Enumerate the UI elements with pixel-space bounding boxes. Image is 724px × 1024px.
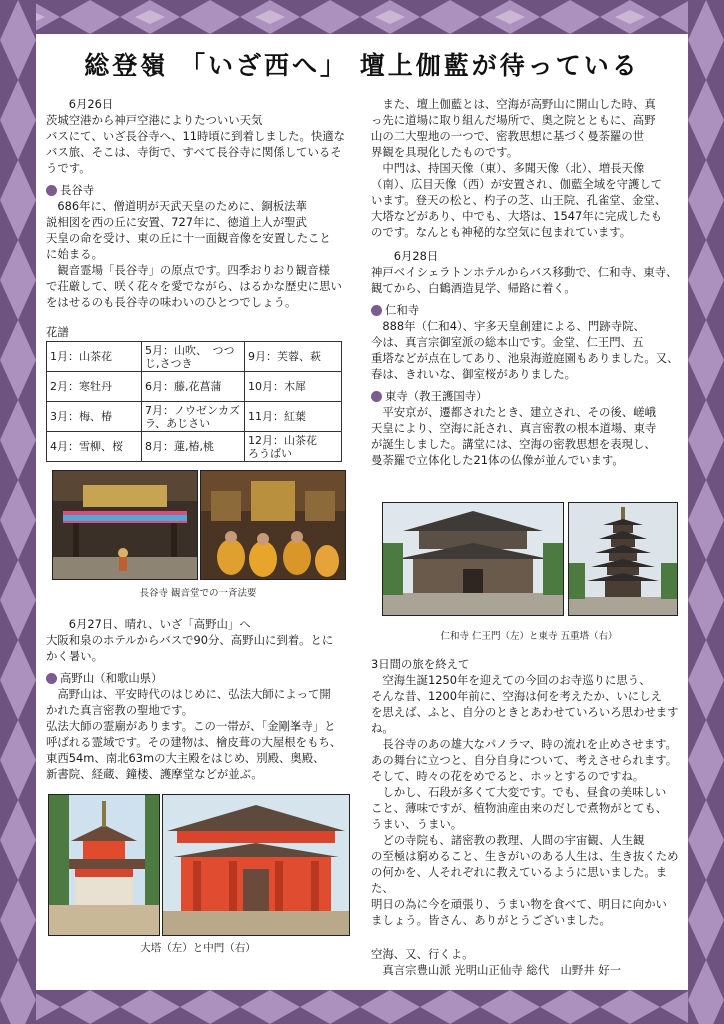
bullet-icon xyxy=(371,391,382,402)
left-border-decoration xyxy=(0,0,36,1024)
ninnaji-line: 888年（仁和4）、宇多天皇創建による、門跡寺院、 xyxy=(382,319,645,333)
table-cell: 9月：芙蓉、萩 xyxy=(245,342,342,372)
danjo-line: 界観を具現化したものです。 xyxy=(371,145,519,159)
signature-line: 空海、又、行くよ。 xyxy=(371,947,474,961)
table-cell: 2月：寒牡丹 xyxy=(47,372,142,402)
toji-heading-text: 東寺（教王護国寺） xyxy=(385,389,488,403)
day2-line: 大阪和泉のホテルからバスで90分、高野山に到着。とに xyxy=(46,633,334,647)
danjo-line: っ先に道場に取り組んだ場所で、奥之院とともに、高野 xyxy=(371,113,656,127)
closing-line: そして、時々の花をめでると、ホッとするのですね。 xyxy=(371,769,645,783)
table-cell: 10月：木犀 xyxy=(245,372,342,402)
flower-calendar-table xyxy=(46,341,342,462)
table-row xyxy=(47,342,342,372)
hasedera-line: 686年に、僧道明が天武天皇のために、銅板法華 xyxy=(57,199,307,213)
bullet-icon xyxy=(371,305,382,316)
danjo-line: のです。なんとも神秘的な空気に包まれています。 xyxy=(371,225,632,239)
ninnaji-line: 今は、真言宗御室派の総本山です。金堂、仁王門、五 xyxy=(371,335,644,349)
hasedera-line: をはせるのも長谷寺の味わいのひとつでしょう。 xyxy=(46,295,297,309)
closing-line: 明日の為に今を頑張り、うまい物を食べて、明日に向かい xyxy=(371,897,667,911)
day2-line: かく暑い。 xyxy=(46,649,103,663)
danjo-line: います。登天の松と、杓子の芝、山王院、孔雀堂、金堂、 xyxy=(371,193,667,207)
closing-heading: 3日間の旅を終えて xyxy=(371,657,470,671)
closing-section xyxy=(371,656,683,978)
ninnaji-heading-text: 仁和寺 xyxy=(385,303,420,317)
danjo-line: また、壇上伽藍とは、空海が高野山に開山した時、真 xyxy=(382,97,656,111)
koyasan-heading-text: 高野山（和歌山県） xyxy=(60,671,163,685)
day1-date: 6月26日 xyxy=(68,97,114,111)
ninnaji-heading xyxy=(371,302,679,318)
right-border-decoration xyxy=(688,0,724,1024)
closing-line: こと、薄味ですが、植物油産由来のだしで煮物がとても、 xyxy=(371,801,668,815)
flowers-heading: 花譜 xyxy=(46,325,69,339)
left-lower-column xyxy=(46,616,348,782)
photo-caption: 長谷寺 観音堂での一斉法要 xyxy=(139,588,257,599)
day1-line: バスにて、いざ長谷寺へ、11時頃に到着しました。快適な xyxy=(46,129,346,143)
table-cell: 6月：藤,花菖蒲 xyxy=(142,372,245,402)
table-cell: 1月：山茶花 xyxy=(47,342,142,372)
ninnaji-line: 重塔などが点在してあり、池泉海遊庭園もありました。又、 xyxy=(371,351,679,365)
day3-line: 観てから、白鶴酒造見学、帰路に着く。 xyxy=(371,281,576,295)
closing-line: ましょう。皆さん、ありがとうございました。 xyxy=(371,913,611,927)
table-cell: 12月：山茶花 ろうばい xyxy=(245,432,342,462)
toji-line: 天皇により、空海に託され、真言密教の根本道場、東寺 xyxy=(371,421,657,435)
closing-line: 長谷寺のあの雄大なパノラマ、時の流れを止めさせます。 xyxy=(382,737,677,751)
table-row xyxy=(47,432,342,462)
daito-pagoda-photo xyxy=(48,794,160,936)
toji-line: が誕生しました。講堂には、空海の密教思想を表現し、 xyxy=(371,437,656,451)
photo-caption: 大塔（左）と中門（右） xyxy=(140,942,256,954)
day1-line: 茨城空港から神戸空港によりたついい天気 xyxy=(46,113,263,127)
chumon-gate-photo xyxy=(162,794,350,936)
closing-line: を思えば、ふと、自分のときとあわせていろいろ思わせますね。 xyxy=(371,705,679,735)
toji-line: 平安京が、遷都されたとき、建立され、その後、嵯峨 xyxy=(382,405,656,419)
table-cell: 11月：紅葉 xyxy=(245,402,342,432)
hasedera-hall-ceremony-photo xyxy=(200,470,346,580)
danjo-line: 山の二大聖地の一つで、密教思想に基づく曼荼羅の世 xyxy=(371,129,645,143)
ninnaji-line: 春は、きれいな、御室桜がありました。 xyxy=(371,367,577,381)
table-row xyxy=(47,372,342,402)
koyasan-line: 東西54m、南北63mの大主殿をはじめ、別殿、奥殿、 xyxy=(46,751,325,765)
signature-author: 真言宗豊山派 光明山正仙寺 総代 山野井 好一 xyxy=(382,963,622,977)
hasedera-line: で荘厳して、咲く花々を愛でながら、はるかな歴史に思い xyxy=(46,279,342,293)
hasedera-heading xyxy=(46,182,348,198)
hasedera-line: 天皇の命を受け、東の丘に十一面観音像を安置したこと xyxy=(46,231,331,245)
closing-line: うまい、うまい。 xyxy=(371,817,463,831)
toji-heading xyxy=(371,388,679,404)
toji-pagoda-photo xyxy=(568,502,678,616)
content-area xyxy=(36,34,688,990)
closing-line: の至極は窮めること、生きがいのある人生は、生き抜くため xyxy=(371,849,679,863)
closing-line: そんな昔、1200年前に、空海は何を考えたか、いにしえ xyxy=(371,689,662,703)
hasedera-gate-photo xyxy=(52,470,198,580)
day3-line: 神戸ベイシェラトンホテルからバス移動で、仁和寺、東寺、 xyxy=(371,265,678,279)
hasedera-line: 説相図を西の丘に安置、727年に、徳道上人が聖武 xyxy=(46,215,307,229)
left-column xyxy=(46,96,348,462)
table-cell: 7月：ノウゼンカズラ、あじさい xyxy=(142,402,245,432)
table-cell: 5月：山吹、 つつじ,さつき xyxy=(142,342,245,372)
day1-line: バス旅、そこは、寺街で、すべて長谷寺に関係しているそ xyxy=(46,145,342,159)
day2-date: 6月27日、晴れ、いざ「高野山」へ xyxy=(68,617,251,631)
bullet-icon xyxy=(46,185,57,196)
photo-caption: 仁和寺 仁王門（左）と東寺 五重塔（右） xyxy=(440,631,618,642)
koyasan-line: 弘法大師の霊廟があります。この一帯が、「金剛峯寺」と xyxy=(46,719,336,733)
closing-line: どの寺院も、諸密教の教理、人間の宇宙観、人生観 xyxy=(382,833,645,847)
right-column xyxy=(371,96,679,468)
ninnaji-niomon-photo xyxy=(382,502,564,616)
top-border-decoration xyxy=(0,0,724,34)
table-cell: 3月：梅、椿 xyxy=(47,402,142,432)
danjo-line: （南）、広目天像（西）が安置され、伽藍全域を守護して xyxy=(371,177,663,191)
day1-line: うです。 xyxy=(46,161,91,175)
closing-line: あの舞台に立つと、自分自身について、考えさせられます。 xyxy=(371,753,678,767)
hasedera-line: 観音霊場「長谷寺」の原点です。四季おりおり観音様 xyxy=(57,263,330,277)
koyasan-line: かれた真言密教の聖地です。 xyxy=(46,703,194,717)
koyasan-heading xyxy=(46,670,348,686)
koyasan-line: 呼ばれる霊域です。その建物は、檜皮葺の大屋根をもち、 xyxy=(46,735,342,749)
toji-line: 曼荼羅で立体化した21体の仏像が並んでいます。 xyxy=(371,453,624,467)
koyasan-line: 高野山は、平安時代のはじめに、弘法大師によって開 xyxy=(57,687,331,701)
bullet-icon xyxy=(46,673,57,684)
table-cell: 8月：蓮,椿,桃 xyxy=(142,432,245,462)
danjo-line: 中門は、持国天像（東）、多聞天像（北）、増長天像 xyxy=(382,161,645,175)
page-title: 総登嶺 「いざ西へ」 壇上伽藍が待っている xyxy=(84,51,640,80)
hasedera-heading-text: 長谷寺 xyxy=(60,183,95,197)
closing-line: しかし、石段が多くて大変です。でも、昼食の美味しい xyxy=(382,785,667,799)
hasedera-line: に始まる。 xyxy=(46,247,103,261)
table-cell: 4月：雪柳、桜 xyxy=(47,432,142,462)
closing-line: 空海生誕1250年を迎えての今回のお寺巡りに思う、 xyxy=(382,673,651,687)
table-row xyxy=(47,402,342,432)
closing-line: の何かを、人それぞれに教えているように思いました。また、 xyxy=(371,865,668,895)
danjo-line: 大塔などがあり、中でも、大塔は、1547年に完成したも xyxy=(371,209,662,223)
day3-date: 6月28日 xyxy=(393,249,439,263)
koyasan-line: 新書院、経蔵、鐘楼、護摩堂などが並ぶ。 xyxy=(46,767,263,781)
bottom-border-decoration xyxy=(0,990,724,1024)
